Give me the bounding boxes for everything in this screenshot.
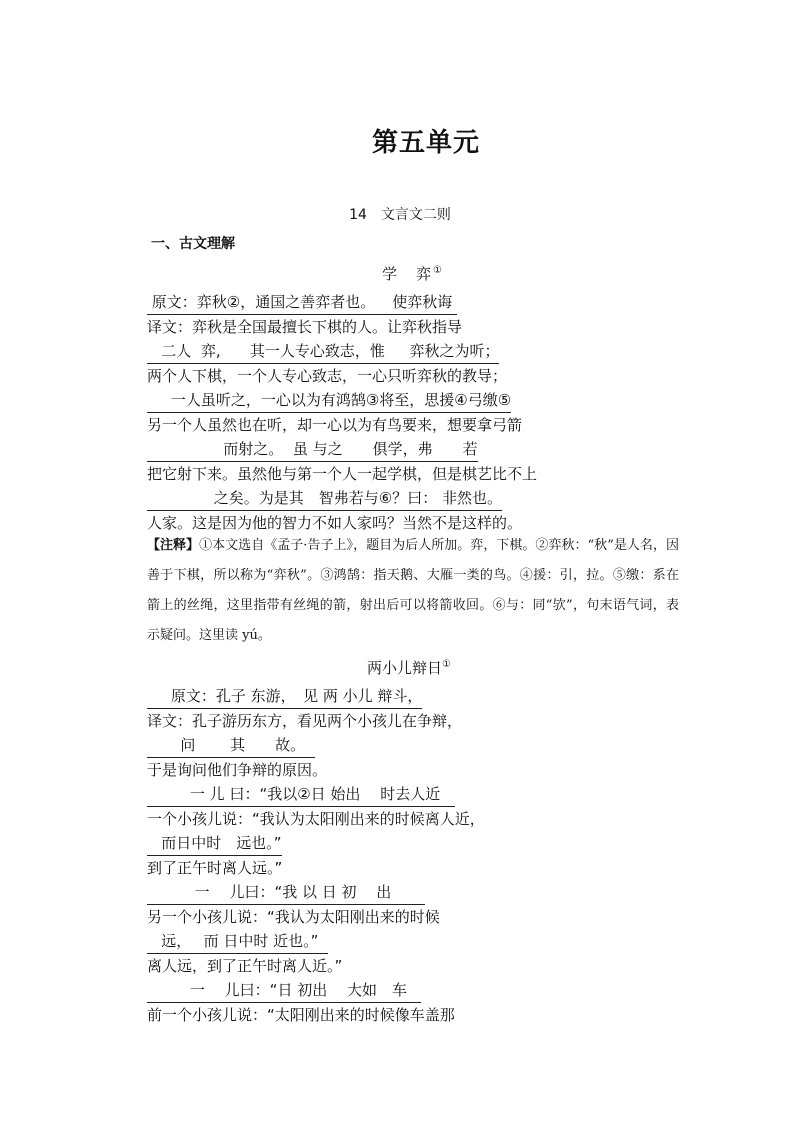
unit-title: 第五单元 [371,128,480,158]
passage-liangxiaoer-lines [147,684,485,1027]
passage-xueyi-lines [147,290,537,535]
translation-line: 另一个人虽然也在听，却一心以为有鸟要来，想要拿弓箭 [147,416,523,434]
translation-line: 两个人下棋，一个人专心致志，一心只听弈秋的教导； [147,367,508,385]
original-line: 二人 弈, 其一人专心致志，惟 弈秋之为听； [147,339,499,364]
passage-title-xueyi [382,263,442,284]
original-line: 一 儿曰：“日 初出 大如 车 [147,978,421,1003]
translation-line: 于是询问他们争辩的原因。 [147,761,328,779]
original-line: 而射之。 虽 与之 俱学，弗 若 [147,437,478,462]
original-line: 之矣。为是其 智弗若与⑥？曰： 非然也。 [147,486,502,511]
translation-line: 把它射下来。虽然他与第一个人一起学棋，但是棋艺比不上 [147,465,538,483]
translation-line: 到了正午时离人远。” [147,859,283,877]
translation-line: 另一个小孩儿说：“我认为太阳刚出来的时候 [147,908,440,926]
original-line: 一 儿曰：“我 以 日 初 出 [147,880,425,905]
original-line: 原文：孔子 东游， 见 两 小儿 辩斗， [147,684,422,709]
translation-line: 译文：弈秋是全国最擅长下棋的人。让弈秋指导 [147,318,463,336]
notes-label: 【注释】 [147,538,200,553]
annotation-notes [147,531,679,651]
passage-title-liangxiaoer [367,657,451,678]
original-line: 一 儿 曰：“我以②日 始出 时去人近 [147,782,455,807]
footnote-marker: ① [433,265,442,276]
passage-title-text: 学 弈 [382,265,434,283]
section-heading: 一、古文理解 [151,236,235,252]
translation-line: 译文：孔子游历东方，看见两个小孩儿在争辩， [147,712,463,730]
notes-text: ①本文选自《孟子·告子上》，题目为后人所加。弈，下棋。②弈秋：“秋”是人名，因善于下棋，所以称为“弈秋”。③鸿鹄：指天鹅、大雁一类的鸟。④援：引，拉。⑤缴：系在箭上的丝绳，这里指带有丝绳的箭，射出后可以将箭收回。⑥与：同“欤”，句末语气词，表示疑问。这里读 yú。 [147,538,679,643]
passage-title-text: 两小儿辩日 [367,659,443,677]
translation-line: 离人远，到了正午时离人近。” [147,957,343,975]
original-line: 而日中时 远也。” [147,831,282,856]
lesson-title: 14 文言文二则 [349,207,451,223]
original-line: 远， 而 日中时 近也。” [147,929,328,954]
original-line: 原文：弈秋②，通国之善弈者也。 使弈秋诲 [147,290,457,315]
translation-line: 一个小孩儿说：“我认为太阳刚出来的时候离人近， [147,810,485,828]
footnote-marker: ① [442,659,451,670]
original-line: 一人虽听之，一心以为有鸿鹄③将至，思援④弓缴⑤ [147,388,511,413]
translation-line: 人家。这是因为他的智力不如人家吗？当然不是这样的。 [147,514,523,532]
translation-line: 前一个小孩儿说：“太阳刚出来的时候像车盖那 [147,1006,455,1024]
original-line: 问 其 故。 [147,733,315,758]
